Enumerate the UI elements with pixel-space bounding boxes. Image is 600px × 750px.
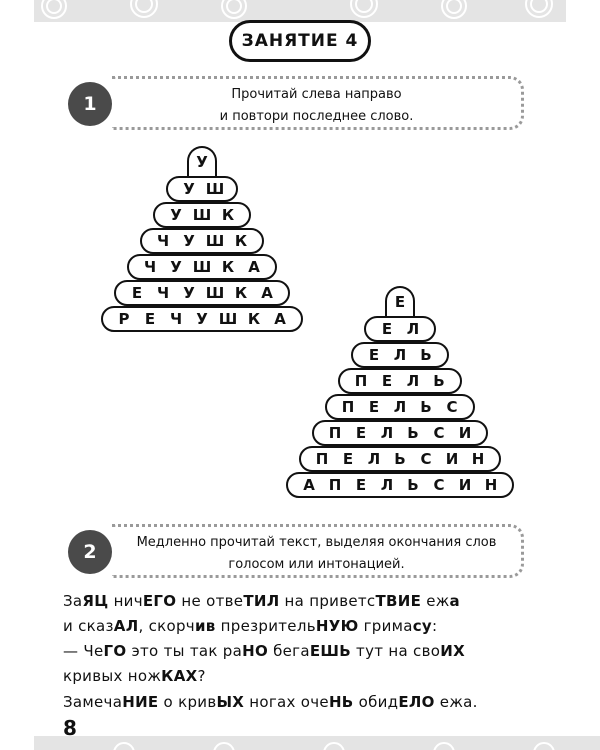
pyramid-letter: С xyxy=(420,450,432,468)
task1-instruction-line-2: и повтори последнее слово. xyxy=(219,109,414,124)
pyramid-letter: Ь xyxy=(407,424,419,442)
word-part: на приветс xyxy=(279,592,376,610)
story-line xyxy=(63,693,478,711)
header-swirl-pattern xyxy=(34,0,566,22)
pyramid-letter: С xyxy=(446,398,458,416)
pyramid-letter: Ь xyxy=(420,398,432,416)
story-line xyxy=(63,617,437,635)
page-number: 8 xyxy=(63,716,77,740)
pyramid-letter: Р xyxy=(118,310,130,328)
pyramid-letter: Е xyxy=(342,450,354,468)
word-part: презритель xyxy=(215,617,316,635)
word-part: За xyxy=(63,592,83,610)
word-ending: су xyxy=(412,617,433,635)
pyramid-letter: П xyxy=(354,372,368,390)
word-ending: ЫХ xyxy=(216,693,245,711)
pyramid-letter: Ш xyxy=(192,258,212,276)
pyramid-letter: Л xyxy=(380,424,394,442)
word-part: , скорч xyxy=(138,617,195,635)
pyramid-letter: И xyxy=(458,476,472,494)
pyramid-row xyxy=(286,472,514,498)
pyramid-letter: Л xyxy=(406,320,420,338)
word-ending: ЕГО xyxy=(142,592,177,610)
pyramid-letter: Л xyxy=(367,450,381,468)
pyramid-letter: Ч xyxy=(169,310,183,328)
pyramid-letter: Е xyxy=(131,284,143,302)
task1-instruction-line-1: Прочитай слева направо xyxy=(231,87,402,102)
word-ending: ЕШЬ xyxy=(309,642,351,660)
pyramid-letter: Е xyxy=(381,372,393,390)
pyramid-letter: Е xyxy=(355,424,367,442)
pyramid-letter: Л xyxy=(380,476,394,494)
pyramid-letter: У xyxy=(183,180,195,198)
pyramid-letter: Е xyxy=(381,320,393,338)
word-ending: ТВИЕ xyxy=(375,592,422,610)
word-part: ежа. xyxy=(434,693,478,711)
pyramid-letter: Е xyxy=(144,310,156,328)
pyramid-row xyxy=(101,306,303,332)
word-part: и сказ xyxy=(63,617,114,635)
pyramid-row xyxy=(338,368,462,394)
story-line xyxy=(63,642,465,660)
word-ending: ив xyxy=(194,617,216,635)
pyramid-letter: С xyxy=(433,424,445,442)
word-ending: НЬ xyxy=(328,693,354,711)
pyramid-letter: А xyxy=(261,284,273,302)
pyramid-letter: А xyxy=(274,310,286,328)
pyramid-row xyxy=(299,446,501,472)
word-ending: ЕЛО xyxy=(398,693,435,711)
story-line xyxy=(63,667,206,685)
lesson-title: ЗАНЯТИЕ 4 xyxy=(229,20,371,62)
pyramid-letter: Ь xyxy=(407,476,419,494)
task-number-1: 1 xyxy=(68,82,112,126)
task-number-2: 2 xyxy=(68,530,112,574)
pyramid-letter: К xyxy=(234,284,248,302)
word-part: бега xyxy=(268,642,310,660)
pyramid-row xyxy=(351,342,449,368)
pyramid-letter: Ш xyxy=(192,206,212,224)
word-part: ? xyxy=(197,667,206,685)
pyramid-letter: Ш xyxy=(205,180,225,198)
pyramid-letter: Ч xyxy=(156,284,170,302)
task2-instruction-box xyxy=(112,524,524,578)
pyramid-letter: С xyxy=(433,476,445,494)
task2-instruction-line-1: Медленно прочитай текст, выделяя окончания слов xyxy=(136,535,497,550)
word-part: еж xyxy=(421,592,450,610)
pyramid-letter: Е xyxy=(355,476,367,494)
header-decor-band xyxy=(34,0,566,22)
word-part: тут на сво xyxy=(350,642,441,660)
pyramid-row xyxy=(140,228,264,254)
pyramid-letter: У xyxy=(196,310,208,328)
word-part: нич xyxy=(108,592,143,610)
pyramid-letter: Л xyxy=(406,372,420,390)
pyramid-letter: Ш xyxy=(205,284,225,302)
word-ending: КАХ xyxy=(161,667,198,685)
pyramid-letter: Ь xyxy=(433,372,445,390)
pyramid-letter: У xyxy=(196,153,208,171)
task1-instruction-box xyxy=(112,76,524,130)
pyramid-letter: Ч xyxy=(156,232,170,250)
pyramid-letter: А xyxy=(248,258,260,276)
pyramid-row xyxy=(166,176,238,202)
pyramid-letter: Е xyxy=(368,398,380,416)
word-ending: а xyxy=(449,592,460,610)
pyramid-row xyxy=(364,316,436,342)
pyramid-letter: Ш xyxy=(218,310,238,328)
word-part: обид xyxy=(353,693,399,711)
pyramid-row xyxy=(153,202,251,228)
pyramid-letter: У xyxy=(170,258,182,276)
pyramid-letter: Л xyxy=(393,346,407,364)
pyramid-row xyxy=(312,420,488,446)
pyramid-letter: А xyxy=(303,476,315,494)
word-ending: ЯЦ xyxy=(82,592,109,610)
word-part: — Че xyxy=(63,642,104,660)
pyramid-letter: У xyxy=(170,206,182,224)
task2-instruction-line-2: голосом или интонацией. xyxy=(228,557,405,572)
word-part: : xyxy=(432,617,438,635)
word-ending: ГО xyxy=(103,642,127,660)
word-ending: АЛ xyxy=(113,617,139,635)
word-ending: НО xyxy=(242,642,269,660)
pyramid-letter: П xyxy=(328,476,342,494)
footer-swirl-pattern xyxy=(34,737,600,750)
pyramid-letter: У xyxy=(183,284,195,302)
pyramid-letter: К xyxy=(221,206,235,224)
word-part: это ты так ра xyxy=(126,642,243,660)
pyramid-letter: У xyxy=(183,232,195,250)
word-part: о крив xyxy=(158,693,217,711)
pyramid-letter: И xyxy=(458,424,472,442)
pyramid-letter: Л xyxy=(393,398,407,416)
word-part: грима xyxy=(358,617,413,635)
pyramid-letter: Ш xyxy=(205,232,225,250)
pyramid-letter: П xyxy=(341,398,355,416)
pyramid-row xyxy=(187,146,217,176)
pyramid-letter: Н xyxy=(471,450,485,468)
pyramid-letter: П xyxy=(328,424,342,442)
pyramid-letter: И xyxy=(445,450,459,468)
pyramid-letter: Е xyxy=(394,293,406,311)
pyramid-letter: Ь xyxy=(420,346,432,364)
pyramid-letter: К xyxy=(221,258,235,276)
pyramid-row xyxy=(385,286,415,316)
story-line xyxy=(63,592,460,610)
footer-decor-band xyxy=(34,736,600,750)
pyramid-row xyxy=(127,254,277,280)
word-part: ногах оче xyxy=(244,693,329,711)
word-ending: ТИЛ xyxy=(243,592,280,610)
word-ending: НУЮ xyxy=(315,617,359,635)
pyramid-letter: Ч xyxy=(143,258,157,276)
word-part: не отве xyxy=(176,592,244,610)
pyramid-letter: Е xyxy=(368,346,380,364)
pyramid-row xyxy=(114,280,290,306)
pyramid-letter: Н xyxy=(484,476,498,494)
word-part: Замеча xyxy=(63,693,123,711)
pyramid-letter: Ь xyxy=(394,450,406,468)
word-ending: НИЕ xyxy=(122,693,159,711)
word-part: кривых нож xyxy=(63,667,162,685)
pyramid-letter: К xyxy=(247,310,261,328)
pyramid-letter: К xyxy=(234,232,248,250)
pyramid-row xyxy=(325,394,475,420)
pyramid-letter: П xyxy=(315,450,329,468)
word-ending: ИХ xyxy=(440,642,465,660)
